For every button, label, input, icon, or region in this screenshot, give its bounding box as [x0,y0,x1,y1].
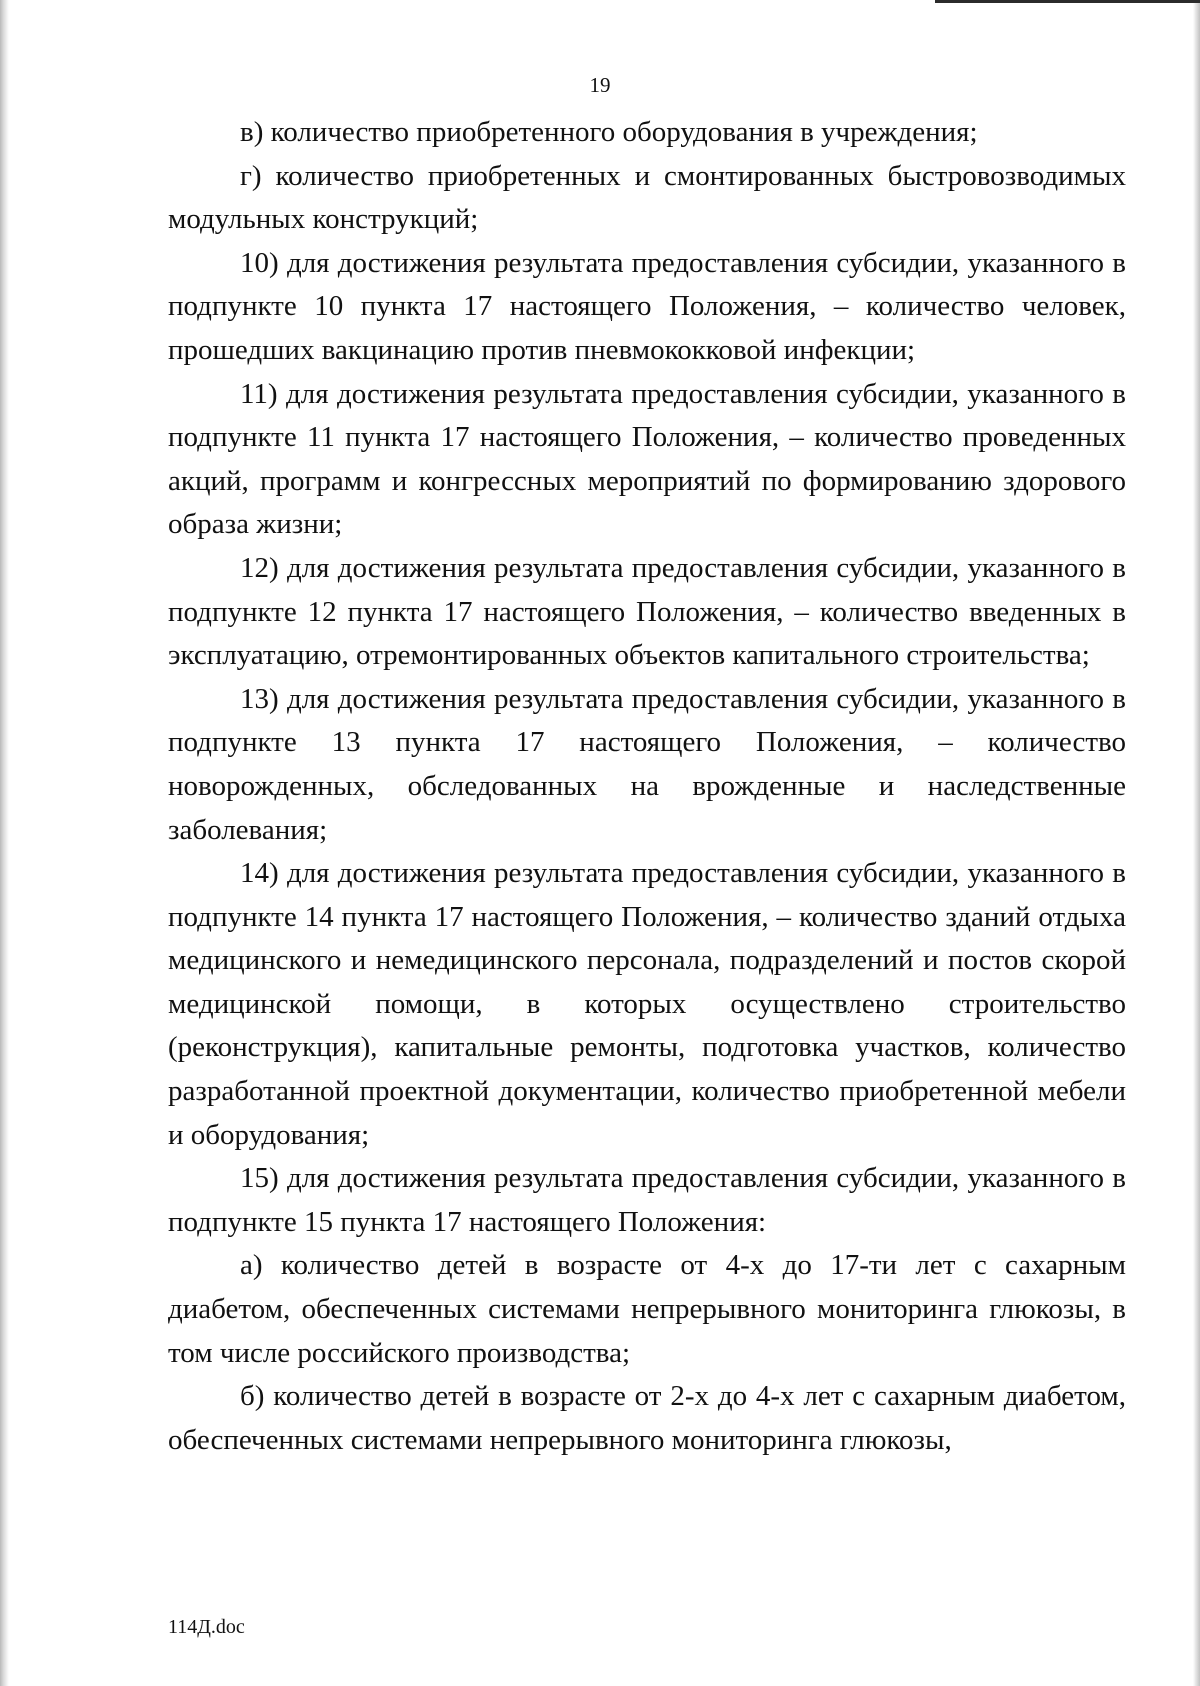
paragraph-subitem-a: а) количество детей в возрасте от 4-х до 17-ти лет с сахарным диабетом, обеспеченных системами непрерывного мониторинга глюкозы, в том числе российского производства; [168,1249,1126,1369]
paragraph-item-11: 11) для достижения результата предоставления субсидии, указанного в подпункте 11 пункта 17 настоящего Положения, – количество проведенных акций, программ и конгрессных мероприятий по формированию здорового образа жизни; [168,377,1126,541]
page-number: 19 [589,73,611,97]
document-body [168,111,1126,1462]
scan-edge-right [1193,0,1200,1686]
paragraph-item-12: 12) для достижения результата предоставления субсидии, указанного в подпункте 12 пункта 17 настоящего Положения, – количество введенных в эксплуатацию, отремонтированных объектов капитального строительства; [168,551,1126,672]
paragraph-item-15: 15) для достижения результата предоставления субсидии, указанного в подпункте 15 пункта 17 настоящего Положения: [168,1162,1126,1238]
footer-filename: 114Д.doc [168,1616,245,1638]
scan-edge-left [0,0,9,1686]
paragraph-item-10: 10) для достижения результата предоставления субсидии, указанного в подпункте 10 пункта 17 настоящего Положения, – количество человек, прошедших вакцинацию против пневмококковой инфекции; [168,246,1126,366]
paragraph-item-g: г) количество приобретенных и смонтированных быстровозводимых модульных конструкций; [168,159,1126,236]
scan-artifact-line [935,0,1200,3]
paragraph-item-v: в) количество приобретенного оборудования в учреждения; [240,116,978,148]
paragraph-item-13: 13) для достижения результата предоставления субсидии, указанного в подпункте 13 пункта 17 настоящего Положения, – количество новорожденных, обследованных на врожденные и наследственные заболевания; [168,682,1126,846]
paragraph-subitem-b: б) количество детей в возрасте от 2-х до 4-х лет с сахарным диабетом, обеспеченных системами непрерывного мониторинга глюкозы, [168,1380,1126,1456]
paragraph-item-14: 14) для достижения результата предоставления субсидии, указанного в подпункте 14 пункта 17 настоящего Положения, – количество зданий отдыха медицинского и немедицинского персонала, подразделений и постов скорой медицинской помощи, в которых осуществлено строительство (реконструкция), капитальные ремонты, подготовка участков, количество разработанной проектной документации, количество приобретенной мебели и оборудования; [168,857,1126,1151]
